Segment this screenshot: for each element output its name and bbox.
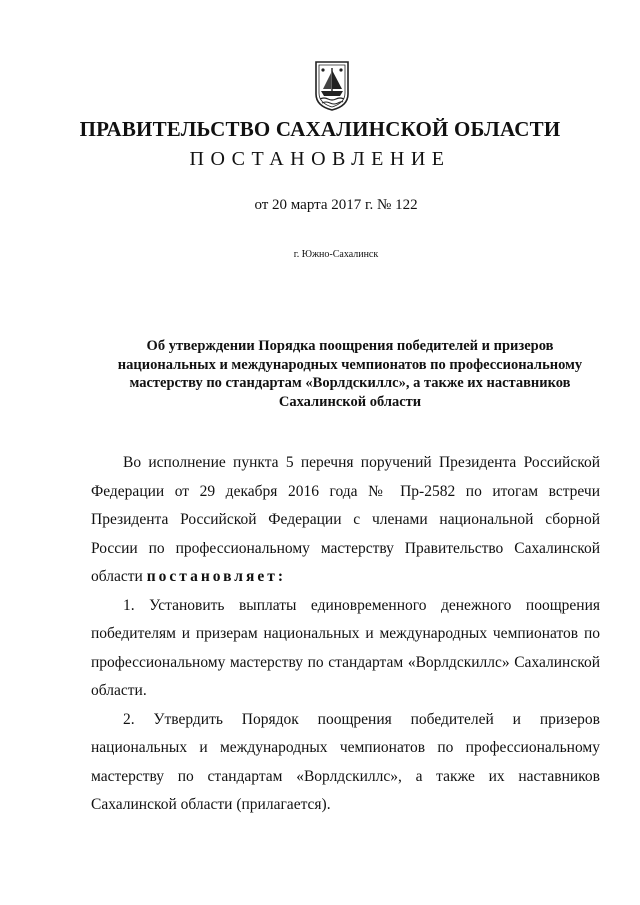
preamble-text: Во исполнение пункта 5 перечня поручений Президента Российской Федерации от 29 декабря 2016 года № Пр-2582 по итогам встречи Президента Российской Федерации с членами национальной сборной России по профессиональному мастерству Правительство Сахалинской области [91, 454, 600, 585]
preamble-paragraph [91, 449, 600, 592]
document-subject: Об утверждении Порядка поощрения победителей и призеров национальных и международных чемпионатов по профессиональному мастерству по стандартам «Ворлдскиллс», а также их наставников Сахалинской области [117, 338, 583, 410]
document-date-number: от 20 марта 2017 г. № 122 [254, 197, 418, 213]
document-city: г. Южно-Сахалинск [293, 249, 379, 260]
document-body [91, 449, 600, 820]
item-2-paragraph: 2. Утвердить Порядок поощрения победителей и призеров национальных и международных чемпионатов по профессиональному мастерству по стандартам «Ворлдскиллс», а также их наставников Сахалинской области (прилагается). [91, 710, 600, 813]
item-1-paragraph: 1. Установить выплаты единовременного денежного поощрения победителям и призерам национальных и международных чемпионатов по профессиональному мастерству по стандартам «Ворлдскиллс» Сахалинской области. [91, 596, 600, 699]
coat-of-arms-emblem [315, 61, 349, 111]
government-title: ПРАВИТЕЛЬСТВО САХАЛИНСКОЙ ОБЛАСТИ [79, 117, 561, 141]
document-type: ПОСТАНОВЛЕНИЕ [189, 148, 451, 170]
decree-word: постановляет: [146, 568, 287, 585]
